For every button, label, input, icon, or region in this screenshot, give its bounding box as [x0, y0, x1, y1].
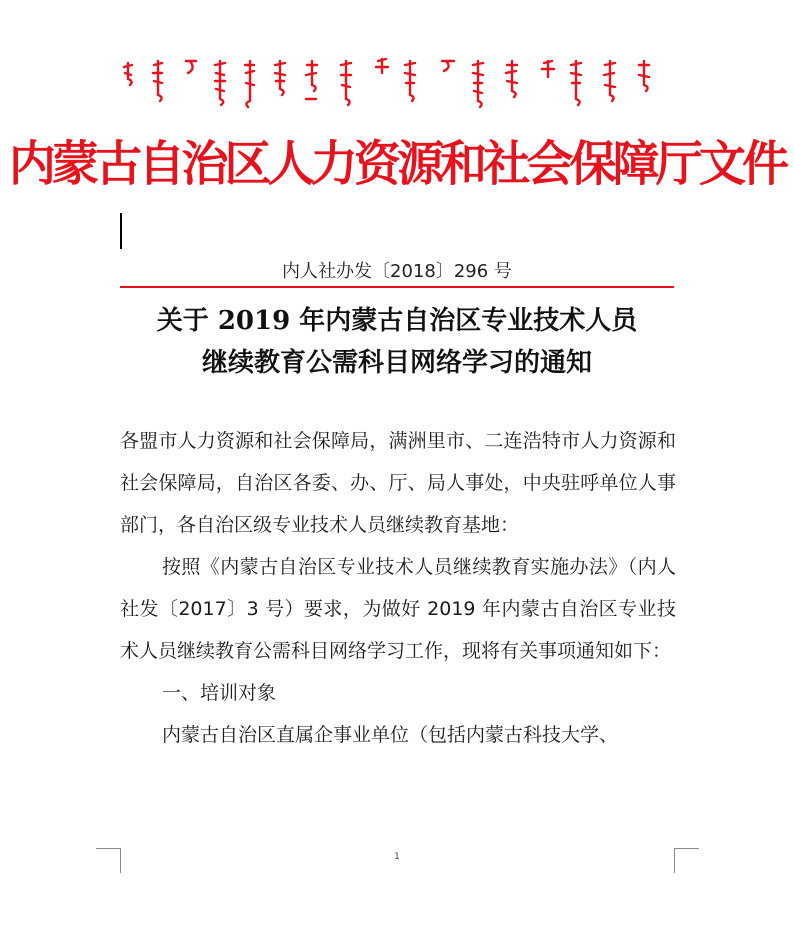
document-number: 内人社办发〔2018〕296 号 — [282, 261, 512, 282]
section-heading-training-target: 一、培训对象 — [162, 682, 277, 704]
training-target-paragraph: 内蒙古自治区直属企事业单位（包括内蒙古科技大学、 — [162, 724, 619, 746]
notice-title — [0, 300, 794, 384]
notice-title-line-1: 关于 2019 年内蒙古自治区专业技术人员 — [156, 306, 638, 336]
addressee-paragraph: 各盟市人力资源和社会保障局，满洲里市、二连浩特市人力资源和社会保障局，自治区各委、办、厅、局人事处，中央驻呼单位人事部门，各自治区级专业技术人员继续教育基地： — [120, 430, 676, 536]
document-body — [120, 420, 676, 756]
notice-title-line-2: 继续教育公需科目网络学习的通知 — [201, 348, 592, 378]
text-cursor — [120, 213, 122, 249]
mongolian-script-heading — [120, 55, 680, 115]
intro-paragraph: 按照《内蒙古自治区专业技术人员继续教育实施办法》（内人社发〔2017〕3 号）要求，为做好 2019 年内蒙古自治区专业技术人员继续教育公需科目网络学习工作，现将有关事项通知如下： — [120, 556, 676, 662]
page-number: 1 — [394, 852, 400, 862]
red-divider-line — [120, 286, 674, 288]
agency-document-title: 内蒙古自治区人力资源和社会保障厅文件 — [8, 136, 786, 192]
